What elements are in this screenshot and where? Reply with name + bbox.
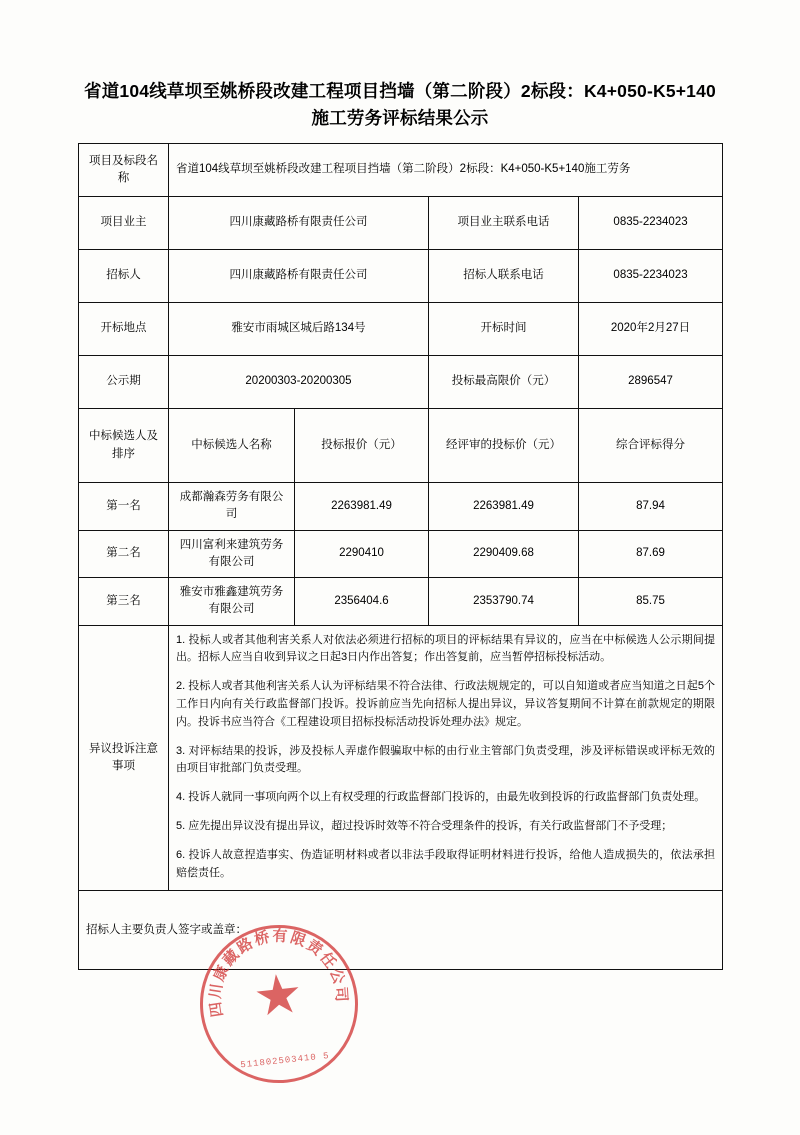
table-row (79, 250, 723, 303)
candidates-reviewed-price-header: 经评审的投标价（元） (429, 409, 579, 483)
page-title: 省道104线草坝至姚桥段改建工程项目挡墙（第二阶段）2标段：K4+050-K5+140施工劳务评标结果公示 (84, 81, 716, 129)
table-row (79, 197, 723, 250)
candidates-bid-price-header: 投标报价（元） (295, 409, 429, 483)
owner-phone-label: 项目业主联系电话 (429, 197, 579, 250)
tenderer-phone-value: 0835-2234023 (579, 250, 723, 303)
max-price-value: 2896547 (579, 356, 723, 409)
table-row (79, 578, 723, 626)
table-row (79, 303, 723, 356)
owner-value: 四川康藏路桥有限责任公司 (169, 197, 429, 250)
owner-label: 项目业主 (79, 197, 169, 250)
notice-period-value: 20200303-20200305 (169, 356, 429, 409)
candidate-score: 87.94 (579, 483, 723, 531)
note-item: 6. 投诉人故意捏造事实、伪造证明材料或者以非法手段取得证明材料进行投诉，给他人造成损失的，依法承担赔偿责任。 (176, 848, 716, 879)
tenderer-label: 招标人 (79, 250, 169, 303)
tenderer-value: 四川康藏路桥有限责任公司 (169, 250, 429, 303)
table-row (79, 356, 723, 409)
candidate-bid-price: 2356404.6 (295, 578, 429, 626)
candidate-name: 雅安市雅鑫建筑劳务有限公司 (169, 578, 295, 626)
seal-company-name: 四川康藏路桥有限责任公司 (207, 928, 349, 1018)
bid-place-label: 开标地点 (79, 303, 169, 356)
candidates-name-header: 中标候选人名称 (169, 409, 295, 483)
table-row (79, 530, 723, 578)
candidates-header-row (79, 409, 723, 483)
note-item: 5. 应先提出异议没有提出异议，超过投诉时效等不符合受理条件的投诉，有关行政监督部门不予受理； (176, 820, 673, 832)
candidate-score: 85.75 (579, 578, 723, 626)
candidate-rank: 第三名 (79, 578, 169, 626)
tenderer-phone-label: 招标人联系电话 (429, 250, 579, 303)
notes-label: 异议投诉注意事项 (79, 625, 169, 891)
table-row (79, 483, 723, 531)
owner-phone-value: 0835-2234023 (579, 197, 723, 250)
notes-row (79, 625, 723, 891)
signature-row (79, 891, 723, 970)
bid-time-value: 2020年2月27日 (579, 303, 723, 356)
candidate-score: 87.69 (579, 530, 723, 578)
project-name-label: 项目及标段名称 (79, 144, 169, 197)
project-name-value: 省道104线草坝至姚桥段改建工程项目挡墙（第二阶段）2标段：K4+050-K5+140施工劳务 (169, 144, 723, 197)
candidate-bid-price: 2263981.49 (295, 483, 429, 531)
candidates-score-header: 综合评标得分 (579, 409, 723, 483)
note-item: 2. 投标人或者其他利害关系人认为评标结果不符合法律、行政法规规定的，可以自知道或者应当知道之日起5个工作日内向有关行政监督部门投诉。投诉前应当先向招标人提出异议，异议答复期间不计算在前款规定的期限内。投诉书应当符合《工程建设项目招标投标活动投诉处理办法》规定。 (176, 680, 716, 728)
signature-label: 招标人主要负责人签字或盖章： (79, 891, 723, 970)
notes-content (169, 625, 723, 891)
note-item: 4. 投诉人就同一事项向两个以上有权受理的行政监督部门投诉的，由最先收到投诉的行政监督部门负责处理。 (176, 791, 706, 804)
bid-place-value: 雅安市雨城区城后路134号 (169, 303, 429, 356)
notice-period-label: 公示期 (79, 356, 169, 409)
candidate-rank: 第二名 (79, 530, 169, 578)
bid-result-table (78, 143, 723, 970)
candidate-reviewed-price: 2353790.74 (429, 578, 579, 626)
note-item: 1. 投标人或者其他利害关系人对依法必须进行招标的项目的评标结果有异议的，应当在中标候选人公示期间提出。招标人应当自收到异议之日起3日内作出答复；作出答复前，应当暂停招标投标活动。 (176, 633, 716, 664)
seal-code: 511802503410 5 (239, 1051, 331, 1071)
star-icon (254, 972, 302, 1020)
candidate-bid-price: 2290410 (295, 530, 429, 578)
candidate-name: 成都瀚森劳务有限公司 (169, 483, 295, 531)
candidate-name: 四川富利来建筑劳务有限公司 (169, 530, 295, 578)
note-item: 3. 对评标结果的投诉，涉及投标人弄虚作假骗取中标的由行业主管部门负责受理，涉及评标错误或评标无效的由项目审批部门负责受理。 (176, 744, 716, 775)
bid-time-label: 开标时间 (429, 303, 579, 356)
candidates-rank-header: 中标候选人及排序 (79, 409, 169, 483)
candidate-rank: 第一名 (79, 483, 169, 531)
table-row (79, 144, 723, 197)
candidate-reviewed-price: 2290409.68 (429, 530, 579, 578)
max-price-label: 投标最高限价（元） (429, 356, 579, 409)
candidate-reviewed-price: 2263981.49 (429, 483, 579, 531)
